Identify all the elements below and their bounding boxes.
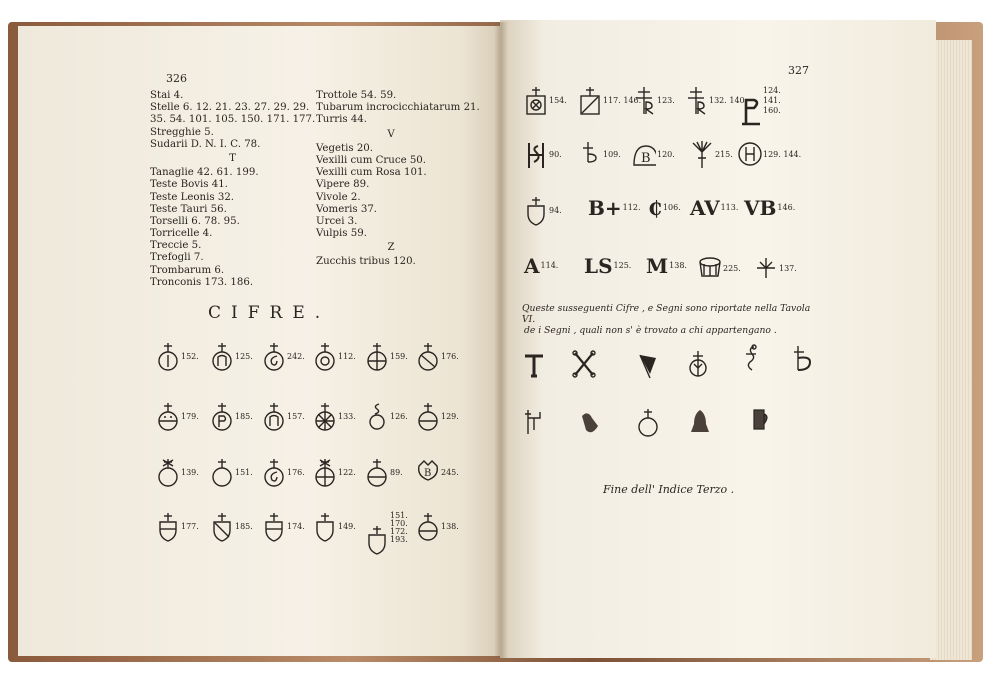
cifra-mark	[416, 402, 459, 432]
cifra-mark	[156, 512, 199, 542]
unattributed-mark	[740, 344, 764, 374]
index-entry: Teste Bovis 41.	[150, 179, 228, 191]
cifra-mark	[156, 342, 199, 372]
caption	[522, 303, 822, 336]
cifra-number: 245.	[441, 468, 459, 477]
b-cross-icon	[792, 344, 816, 374]
cross-b-icon	[578, 140, 602, 170]
cross-ir-icon	[684, 86, 708, 116]
orb-cross-bar-icon	[416, 402, 440, 432]
tau-cross-icon	[522, 350, 546, 380]
caption-line-1: Queste susseguenti Cifre , e Segni sono riportate nella Tavola VI.	[522, 303, 811, 325]
cifra-number: 138.	[441, 522, 459, 531]
cifra-mark	[156, 458, 199, 488]
cifra-number: 133.	[338, 412, 356, 421]
cifra-number: 152.	[181, 352, 199, 361]
cifra-mark	[210, 458, 253, 488]
orb-cross-bar-icon	[416, 512, 440, 542]
shield-cross-icon	[156, 512, 180, 542]
signum-letters: AV	[690, 196, 720, 220]
signum-number: 225.	[723, 264, 741, 273]
cifra-mark	[262, 342, 305, 372]
circle-cross-icon	[686, 350, 710, 380]
cifra-mark	[365, 458, 403, 488]
index-entry: Tubarum incrocicchiatarum 21.	[316, 102, 480, 114]
cifra-mark	[313, 342, 356, 372]
cifra-number: 151.	[235, 468, 253, 477]
cifra-number: 149.	[338, 522, 356, 531]
signum-mark	[578, 140, 621, 170]
index-entry: Trottole 54. 59.	[316, 90, 397, 101]
index-entry: Vegetis 20.	[316, 142, 374, 154]
orb-cross-i-icon	[156, 342, 180, 372]
cifra-number: 112.	[338, 352, 356, 361]
cifra-mark	[313, 458, 356, 488]
book-gutter	[494, 22, 508, 658]
signum-mark	[524, 86, 567, 116]
index-entry: Vivole 2.	[316, 191, 361, 203]
cifra-number: 89.	[390, 468, 403, 477]
pl-monogram-icon	[738, 96, 762, 126]
signum-letters: VB	[744, 196, 777, 220]
signum-mark	[646, 254, 687, 278]
signum-mark	[584, 254, 631, 278]
signum-number: 125.	[613, 261, 632, 270]
index-entry: Tronconis 173. 186.	[150, 276, 254, 288]
signum-mark	[690, 196, 738, 220]
cifra-mark	[313, 512, 356, 542]
index-entry: Vulpis 59.	[316, 228, 367, 240]
cross-box-slash-icon	[578, 86, 602, 116]
cifra-mark	[416, 342, 459, 372]
signum-mark	[744, 196, 795, 220]
index-column-2	[316, 90, 480, 269]
signum-mark	[588, 196, 640, 220]
signum-letters: M	[646, 254, 669, 278]
orb-cross-slant-icon	[416, 342, 440, 372]
index-entry: Treccie 5.	[150, 240, 202, 252]
signum-mark	[632, 86, 675, 116]
unattributed-mark	[636, 350, 660, 380]
index-column-1	[150, 90, 315, 289]
bell-icon	[688, 408, 712, 438]
unattributed-mark	[522, 350, 546, 380]
cifra-number: 129.	[441, 412, 459, 421]
cifra-mark	[210, 402, 253, 432]
orb-cross-round-icon	[636, 408, 660, 438]
signum-number: 106.	[662, 203, 681, 212]
cifra-number: 185.	[235, 412, 253, 421]
signum-number: 146.	[777, 203, 796, 212]
cifra-mark	[416, 458, 459, 488]
orb-cross-n-icon	[262, 402, 286, 432]
unattributed-mark	[686, 350, 710, 380]
orb-cross-g-icon	[262, 458, 286, 488]
cifra-number: 157.	[287, 412, 305, 421]
pennant-icon	[636, 350, 660, 380]
page-number-left: 326	[166, 72, 187, 85]
cifra-mark	[262, 402, 305, 432]
orb-star-icon	[156, 458, 180, 488]
unattributed-mark	[572, 350, 596, 380]
index-entry: Zucchis tribus 120.	[316, 256, 416, 268]
unattributed-mark	[748, 404, 772, 434]
index-entry: Stelle 6. 12. 21. 23. 27. 29. 29.	[150, 102, 310, 114]
section-title: CIFRE.	[208, 303, 331, 323]
orb-cross-quartered-icon	[365, 342, 389, 372]
index-entry: 35. 54. 101. 105. 150. 171. 177.	[150, 114, 316, 126]
signum-letters: LS	[584, 254, 613, 278]
b-oval-icon	[632, 140, 656, 170]
orb-cross-half-icon	[365, 458, 389, 488]
cifra-number: 177.	[181, 522, 199, 531]
signum-number: 124. 141. 160.	[763, 86, 781, 115]
orb-cross-g-icon	[262, 342, 286, 372]
anchor-cross-icon	[754, 254, 778, 284]
index-entry: Vexilli cum Cruce 50.	[316, 154, 427, 166]
cifra-mark	[210, 512, 253, 542]
orb-wheel-icon	[313, 402, 337, 432]
cifra-number: 126.	[390, 412, 408, 421]
cifra-mark	[262, 458, 305, 488]
signum-number: 90.	[549, 150, 562, 159]
signum-number: 154.	[549, 96, 567, 105]
signum-number: 129. 144.	[763, 150, 802, 159]
index-entry: Tanaglie 42. 61. 199.	[150, 167, 259, 179]
signum-mark	[738, 86, 785, 126]
index-entry: Trombarum 6.	[150, 264, 225, 276]
crown-b-icon	[416, 458, 440, 488]
orb-cross-n-icon	[210, 342, 234, 372]
svg-text:B: B	[641, 151, 651, 166]
shield-star-icon	[313, 512, 337, 542]
signum-number: 138.	[669, 261, 687, 270]
svg-text:B: B	[424, 468, 432, 479]
signum-mark	[524, 254, 558, 278]
cifra-mark	[210, 342, 253, 372]
page-number-right: 327	[788, 64, 809, 77]
unattributed-mark	[688, 408, 712, 438]
cross-box-x-icon	[524, 86, 548, 116]
signum-mark	[738, 140, 801, 170]
signum-letters: ₵	[648, 196, 662, 220]
sheaf-icon	[690, 140, 714, 170]
cifra-number: 179.	[181, 412, 199, 421]
signum-number: 137.	[779, 264, 797, 273]
signum-number: 123.	[657, 96, 675, 105]
signum-letters: A	[524, 254, 540, 278]
flag-cross-icon	[522, 408, 546, 438]
cross-ir-icon	[632, 86, 656, 116]
cifra-number: 122.	[338, 468, 356, 477]
tankard-icon	[748, 404, 772, 434]
orb-s-icon	[365, 402, 389, 432]
cifra-mark	[365, 342, 408, 372]
index-entry: Stregghie 5.	[150, 126, 214, 138]
signum-letters: B+	[588, 196, 622, 220]
index-entry: Turris 44.	[316, 114, 368, 126]
index-letter-heading: T	[229, 152, 236, 164]
cifra-mark	[365, 512, 414, 555]
cifra-mark	[262, 512, 305, 542]
signum-mark	[524, 140, 562, 170]
index-letter-heading: Z	[387, 242, 395, 254]
index-entry: Torricelle 4.	[150, 228, 213, 240]
signum-number: 114.	[540, 261, 559, 270]
unattributed-mark	[578, 408, 602, 438]
signum-mark	[754, 254, 797, 284]
circle-h-icon	[738, 140, 762, 170]
cifra-number: 176.	[441, 352, 459, 361]
signum-number: 94.	[549, 206, 562, 215]
signum-number: 132. 140.	[709, 96, 748, 105]
index-entry: Teste Tauri 56.	[150, 203, 227, 215]
unattributed-mark	[636, 408, 660, 438]
unattributed-mark	[792, 344, 816, 374]
index-entry: Vipere 89.	[316, 179, 370, 191]
unattributed-mark	[522, 408, 546, 438]
signum-number: 109.	[603, 150, 621, 159]
crossed-keys-icon	[572, 350, 596, 380]
cifra-mark	[416, 512, 459, 542]
index-entry: Stai 4.	[150, 90, 184, 101]
signum-mark	[698, 254, 741, 284]
cifra-number: 159.	[390, 352, 408, 361]
basket-icon	[698, 254, 722, 284]
signum-mark	[632, 140, 675, 170]
index-entry: Trefogli 7.	[150, 252, 204, 264]
signum-number: 215.	[715, 150, 733, 159]
signum-mark	[524, 196, 562, 226]
page-edges	[930, 40, 972, 660]
cifra-number: 176.	[287, 468, 305, 477]
signum-mark	[648, 196, 681, 220]
index-entry: Vexilli cum Rosa 101.	[316, 167, 427, 179]
index-entry: Torselli 6. 78. 95.	[150, 215, 240, 227]
orb-cross-p-icon	[210, 402, 234, 432]
orb-cross-plain-icon	[210, 458, 234, 488]
orb-cross-circle-icon	[313, 342, 337, 372]
orb-star-split-icon	[313, 458, 337, 488]
seahorse-icon	[740, 344, 764, 374]
index-entry: Vomeris 37.	[316, 203, 378, 215]
index-entry: Urcei 3.	[316, 215, 358, 227]
cifra-number: 125.	[235, 352, 253, 361]
cifra-mark	[156, 402, 199, 432]
signum-number: 120.	[657, 150, 675, 159]
cifra-number: 151. 170. 172. 193.	[390, 511, 408, 544]
cifra-mark	[365, 402, 408, 432]
hs-monogram-icon	[524, 140, 548, 170]
signum-number: 112.	[622, 203, 641, 212]
shield-monogram-icon	[524, 196, 548, 226]
orb-cross-dots-icon	[156, 402, 180, 432]
cifra-number: 139.	[181, 468, 199, 477]
glove-icon	[578, 408, 602, 438]
signum-mark	[690, 140, 733, 170]
signum-number: 113.	[720, 203, 739, 212]
index-entry: Sudarii D. N. I. C. 78.	[150, 138, 261, 150]
cifra-mark	[313, 402, 356, 432]
shield-point-icon	[365, 525, 389, 555]
cifra-number: 185.	[235, 522, 253, 531]
index-letter-heading: V	[387, 128, 395, 140]
shield-bar-icon	[262, 512, 286, 542]
shield-slash-icon	[210, 512, 234, 542]
signum-number: 117. 146.	[603, 96, 642, 105]
cifra-number: 242.	[287, 352, 305, 361]
caption-line-2: de i Segni , quali non s' è trovato a chi appartengano .	[524, 325, 777, 336]
footer-text: Fine dell' Indice Terzo .	[603, 483, 735, 496]
index-entry: Teste Leonis 32.	[150, 191, 235, 203]
cifra-number: 174.	[287, 522, 305, 531]
